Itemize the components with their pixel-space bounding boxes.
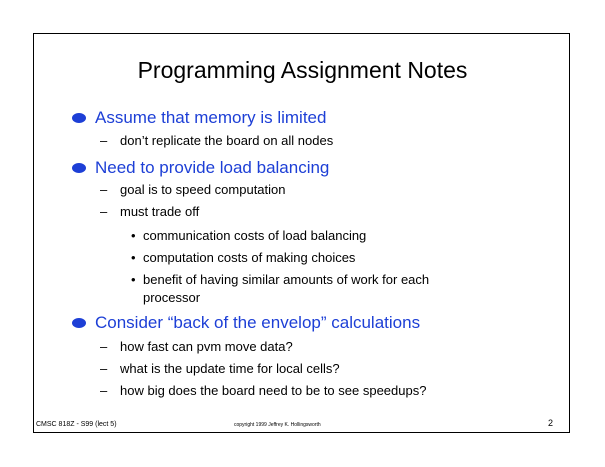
bullet-2-sub-2-item-2: computation costs of making choices <box>143 250 356 265</box>
bullet-1-sub-1: don’t replicate the board on all nodes <box>120 133 334 148</box>
dot-marker: • <box>131 228 136 243</box>
dash-marker: – <box>100 182 108 197</box>
bullet-3-sub-1: how fast can pvm move data? <box>120 339 293 354</box>
footer-course: CMSC 818Z - S99 (lect 5) <box>36 421 117 428</box>
bullet-2-sub-1: goal is to speed computation <box>120 182 286 197</box>
bullet-2-sub-2: must trade off <box>120 204 200 219</box>
bullet-marker <box>72 113 86 123</box>
slide-title: Programming Assignment Notes <box>137 57 468 83</box>
dash-marker: – <box>100 133 108 148</box>
footer-copyright: copyright 1999 Jeffrey K. Hollingsworth <box>234 422 321 428</box>
bullet-3-sub-2: what is the update time for local cells? <box>120 361 340 376</box>
bullet-marker <box>72 163 86 173</box>
bullet-3: Consider “back of the envelop” calculations <box>95 313 421 332</box>
dot-marker: • <box>131 272 136 287</box>
page-number: 2 <box>548 418 554 428</box>
dash-marker: – <box>100 383 108 398</box>
dash-marker: – <box>100 204 108 219</box>
bullet-2-sub-2-item-3-line-2: processor <box>143 290 201 305</box>
bullet-2: Need to provide load balancing <box>95 158 330 177</box>
dash-marker: – <box>100 361 108 376</box>
bullet-marker <box>72 318 86 328</box>
dot-marker: • <box>131 250 136 265</box>
bullet-1: Assume that memory is limited <box>95 108 327 127</box>
bullet-3-sub-3: how big does the board need to be to see speedups? <box>120 383 427 398</box>
bullet-2-sub-2-item-3-line-1: benefit of having similar amounts of work for each <box>143 272 430 287</box>
bullet-2-sub-2-item-1: communication costs of load balancing <box>143 228 367 243</box>
dash-marker: – <box>100 339 108 354</box>
